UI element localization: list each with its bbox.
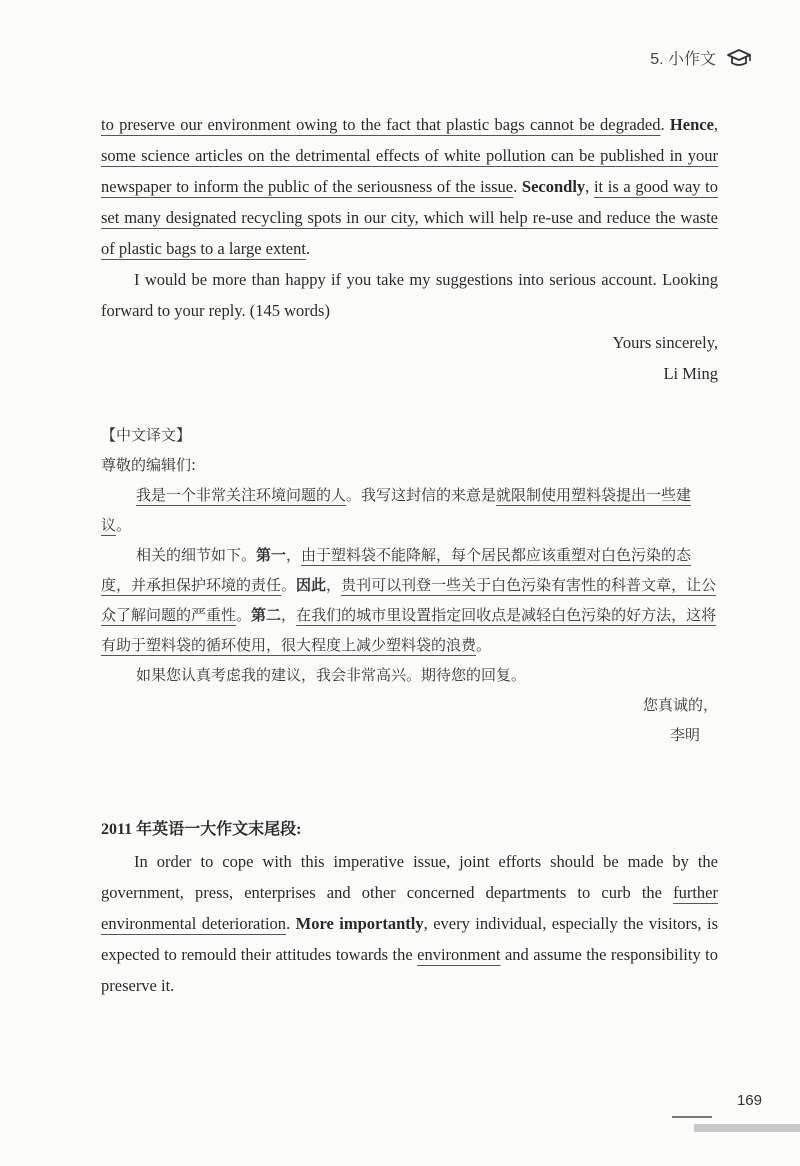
letter-closing: Yours sincerely, xyxy=(612,333,718,352)
letter-signature: Li Ming xyxy=(663,364,718,383)
text: 。 xyxy=(476,636,492,654)
letter-paragraph-1 xyxy=(101,109,718,264)
underlined-text: 我是一个非常关注环境问题的人 xyxy=(136,486,347,504)
bold-keyword: 第一 xyxy=(256,546,287,564)
text: In order to cope with this imperative issue, joint efforts should be made by the government, press, enterprises and other concerned departments to curb the xyxy=(101,852,718,902)
section-2011 xyxy=(101,816,718,1001)
translation-closing: 您真诚的， xyxy=(642,696,718,714)
text: ， xyxy=(281,606,297,624)
text: . xyxy=(513,177,518,196)
text: . xyxy=(660,115,665,134)
bold-keyword: Hence xyxy=(669,115,714,134)
underlined-text: 由于塑料袋不能降解，每个居民都应该重塑对白色污染的态度，并承担保护环境的责任 xyxy=(101,546,692,594)
underlined-text: further environmental deterioration xyxy=(101,883,718,933)
bold-keyword: 因此 xyxy=(296,576,327,594)
underlined-text: 在我们的城市里设置指定回收点是减轻白色污染的好方法，这将有助于塑料袋的循环使用，很大程度上减少塑料袋的浪费 xyxy=(101,606,717,654)
translation-block xyxy=(101,420,718,750)
text: 。 xyxy=(281,576,297,594)
translation-label: 【中文译文】 xyxy=(101,426,192,444)
text: 。 xyxy=(116,516,132,534)
text: 如果您认真考虑我的建议，我会非常高兴。期待您的回复。 xyxy=(136,666,527,684)
section-heading: 2011 年英语一大作文末尾段: xyxy=(101,821,302,838)
page-number: 169 xyxy=(736,1092,762,1109)
page-header xyxy=(650,46,752,69)
translation-signature: 李明 xyxy=(669,726,700,744)
underlined-text: 就限制使用塑料袋提出一些建议 xyxy=(101,486,692,534)
text: , xyxy=(585,177,594,196)
underlined-text: some science articles on the detrimental effects of white pollution can be published in your newspaper to inform the public of the seriousness of the issue xyxy=(101,146,718,196)
text: . xyxy=(286,914,296,933)
footer-bar xyxy=(694,1124,800,1132)
text: 。 xyxy=(236,606,252,624)
bold-keyword: More importantly xyxy=(295,914,424,933)
text: I would be more than happy if you take my suggestions into serious account. Looking forward to your reply. (145 words) xyxy=(101,270,718,320)
text: ， xyxy=(326,576,342,594)
text: and assume the responsibility to preserve it. xyxy=(101,945,718,995)
underlined-text: environment xyxy=(417,945,501,964)
text: , xyxy=(713,115,719,134)
text: , every individual, especially the visitors, is expected to remould their attitudes towards the xyxy=(101,914,719,964)
underlined-text: to preserve our environment owing to the fact that plastic bags cannot be degraded xyxy=(101,115,661,134)
letter-body xyxy=(101,109,718,389)
translation-paragraph-3 xyxy=(101,660,718,690)
translation-salutation: 尊敬的编辑们: xyxy=(101,456,197,474)
text: . xyxy=(305,239,311,258)
text: 相关的细节如下。 xyxy=(136,546,257,564)
text: ， xyxy=(286,546,302,564)
translation-paragraph-1 xyxy=(101,480,718,540)
graduation-cap-icon xyxy=(726,47,752,69)
letter-paragraph-2 xyxy=(101,264,718,326)
translation-paragraph-2 xyxy=(101,540,718,660)
bold-keyword: Secondly xyxy=(521,177,586,196)
underlined-text: it is a good way to set many designated recycling spots in our city, which will help re-use and reduce the waste of plastic bags to a large extent xyxy=(101,177,719,258)
underlined-text: 贵刊可以刊登一些关于白色污染有害性的科普文章，让公众了解问题的严重性 xyxy=(101,576,717,624)
section-title: 5. 小作文 xyxy=(650,51,716,68)
section-paragraph xyxy=(101,846,718,1001)
bold-keyword: 第二 xyxy=(251,606,282,624)
footer-rule xyxy=(672,1116,712,1118)
text: 。我写这封信的来意是 xyxy=(346,486,497,504)
